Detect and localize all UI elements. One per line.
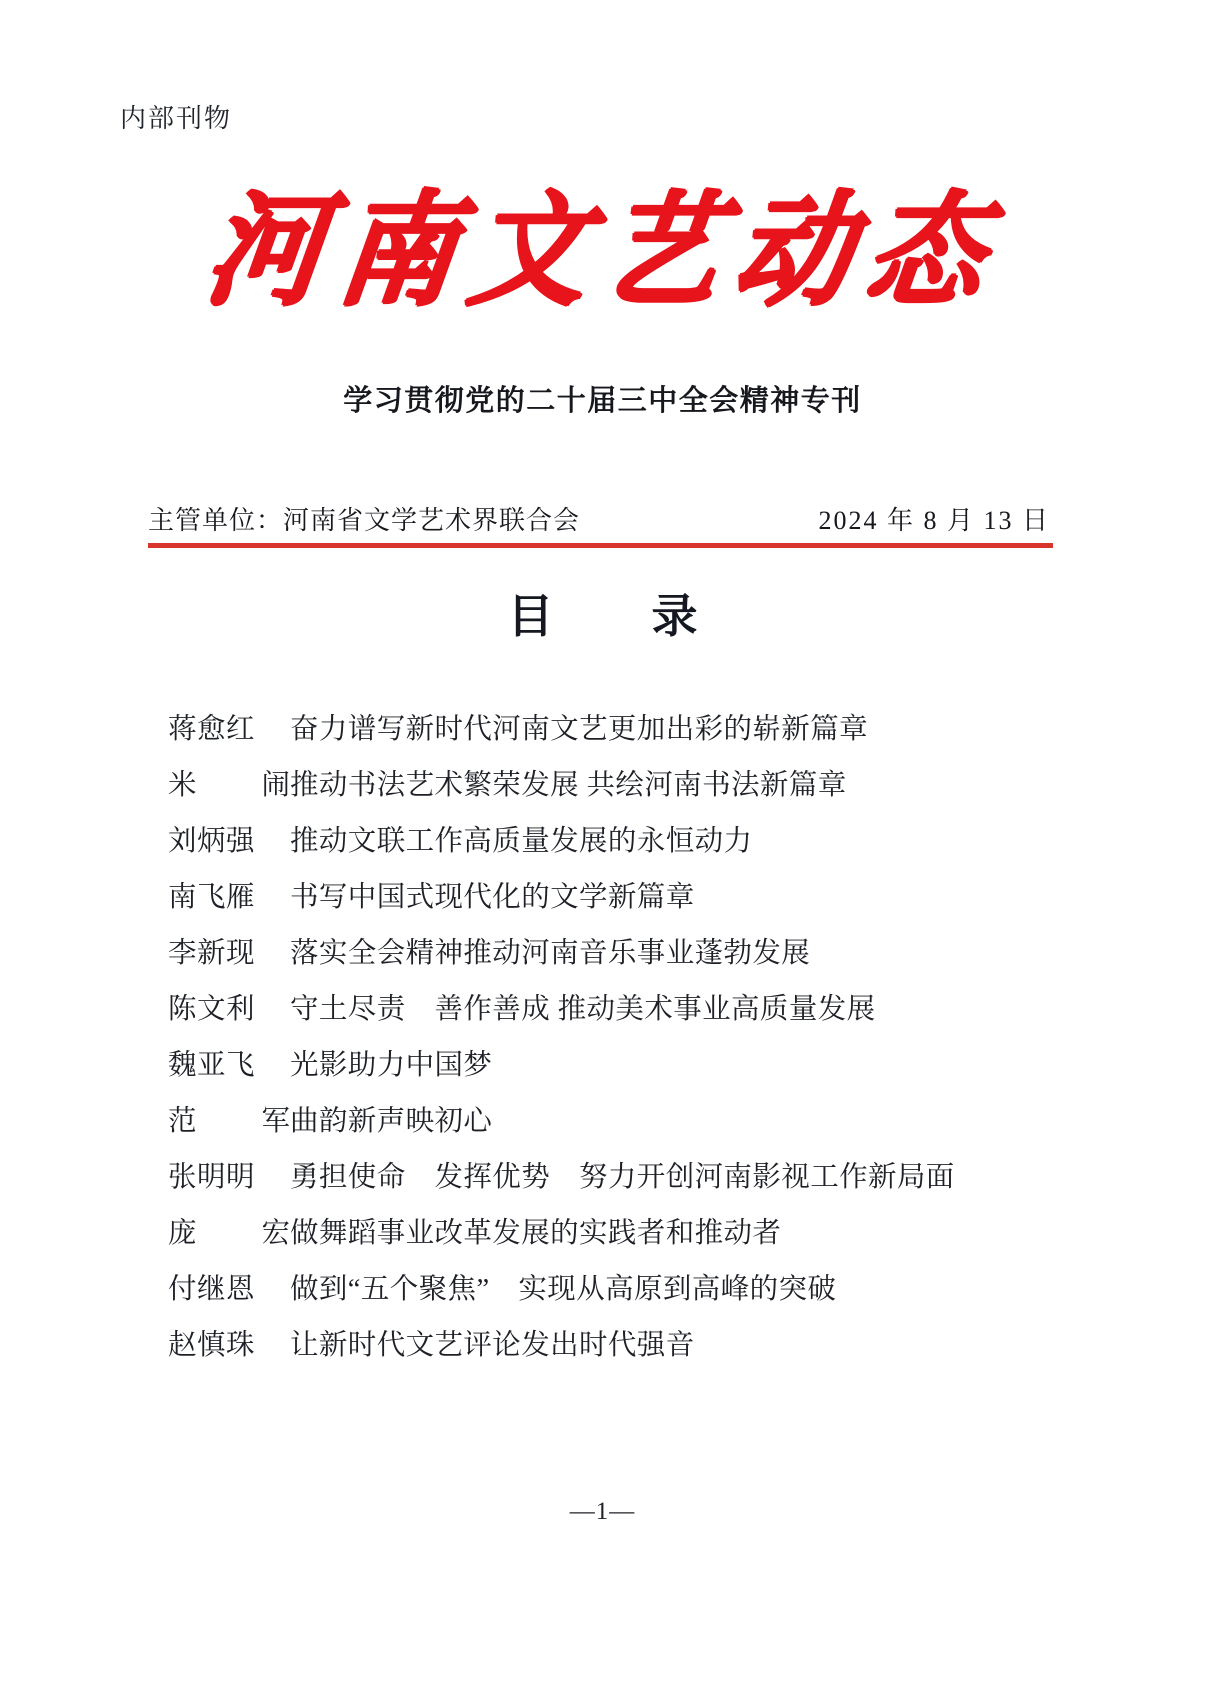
table-of-contents-heading: 目 录 [507,591,724,642]
toc-entry[interactable] [168,874,1085,930]
toc-entry-author: 范军 [168,1106,290,1137]
toc-entry-author: 付继恩 [168,1274,256,1305]
toc-entry-author: 米闹 [168,770,290,801]
toc-entry-author: 南飞雁 [168,882,256,913]
toc-entry-title[interactable]: 推动文联工作高质量发展的永恒动力 [290,826,753,857]
toc-entry[interactable] [168,1266,1085,1322]
toc-entry-author: 张明明 [168,1162,256,1193]
masthead [0,178,1205,328]
table-of-contents-list [168,706,1085,1378]
masthead-info-row [148,500,1050,537]
toc-entry[interactable] [168,706,1085,762]
toc-entry-author: 魏亚飞 [168,1050,256,1081]
toc-entry[interactable] [168,1154,1085,1210]
toc-entry-author: 庞宏 [168,1218,290,1249]
toc-entry[interactable] [168,986,1085,1042]
toc-entry-title[interactable]: 勇担使命 发挥优势 努力开创河南影视工作新局面 [290,1162,955,1193]
page-number: —1— [569,1498,636,1525]
toc-entry-title[interactable]: 让新时代文艺评论发出时代强音 [290,1330,695,1361]
toc-entry[interactable] [168,1098,1085,1154]
toc-entry[interactable] [168,930,1085,986]
issue-date: 2024 年 8 月 13 日 [818,506,1050,535]
toc-entry-title[interactable]: 落实全会精神推动河南音乐事业蓬勃发展 [290,938,811,969]
toc-entry[interactable] [168,1322,1085,1378]
toc-entry[interactable] [168,1210,1085,1266]
toc-entry-title[interactable]: 书写中国式现代化的文学新篇章 [290,882,695,913]
special-issue-subtitle: 学习贯彻党的二十届三中全会精神专刊 [343,385,862,417]
sponsor-organization: 主管单位：河南省文学艺术界联合会 [148,506,581,535]
toc-entry-title[interactable]: 曲韵新声映初心 [290,1106,493,1137]
toc-entry-author: 李新现 [168,938,256,969]
toc-entry-title[interactable]: 做到“五个聚焦” 实现从高原到高峰的突破 [290,1274,837,1305]
masthead-title: 河南文艺动态 [198,185,1007,321]
toc-entry-title[interactable]: 光影助力中国梦 [290,1050,493,1081]
toc-entry-author: 刘炳强 [168,826,256,857]
toc-entry-title[interactable]: 做舞蹈事业改革发展的实践者和推动者 [290,1218,782,1249]
toc-entry-author: 蒋愈红 [168,714,256,745]
internal-publication-label: 内部刊物 [120,103,233,133]
toc-entry-title[interactable]: 守土尽责 善作善成 推动美术事业高质量发展 [290,994,876,1025]
toc-entry-author: 赵慎珠 [168,1330,256,1361]
toc-entry[interactable] [168,762,1085,818]
toc-entry[interactable] [168,818,1085,874]
toc-entry-title[interactable]: 奋力谱写新时代河南文艺更加出彩的崭新篇章 [290,714,869,745]
toc-entry-title[interactable]: 推动书法艺术繁荣发展 共绘河南书法新篇章 [290,770,847,801]
masthead-divider-rule [148,543,1053,548]
toc-entry[interactable] [168,1042,1085,1098]
toc-entry-author: 陈文利 [168,994,256,1025]
